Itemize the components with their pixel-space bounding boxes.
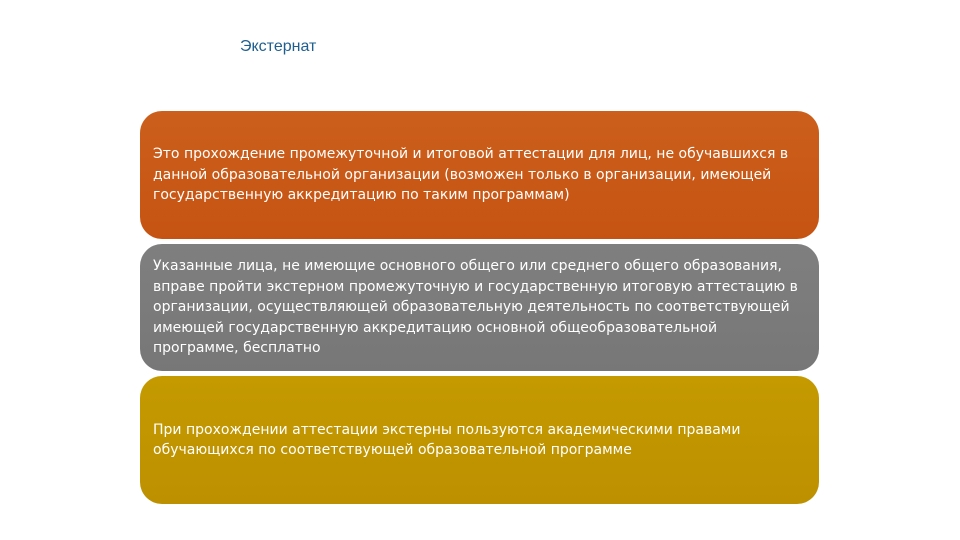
card-definition-text: Это прохождение промежуточной и итоговой аттестации для лиц, не обучавшихся в данной образовательной организации (возможен только в организации, имеющей государственную аккредитацию по таким программам) — [153, 146, 789, 204]
info-card-definition — [140, 111, 819, 239]
info-card-rights — [140, 376, 819, 504]
info-card-eligibility — [140, 244, 819, 371]
card-eligibility-text: Указанные лица, не имеющие основного общего или среднего общего образования, вправе пройти экстерном промежуточную и государственную итоговую аттестацию в организации, осуществляющей образовательную деятельность по соответствующей имеющей государственную аккредитацию основной общеобразовательной программе, бесплатно — [153, 258, 798, 357]
slide-title: Экстернат — [240, 38, 317, 55]
card-rights-text: При прохождении аттестации экстерны пользуются академическими правами обучающихся по соответствующей образовательной программе — [153, 421, 741, 458]
